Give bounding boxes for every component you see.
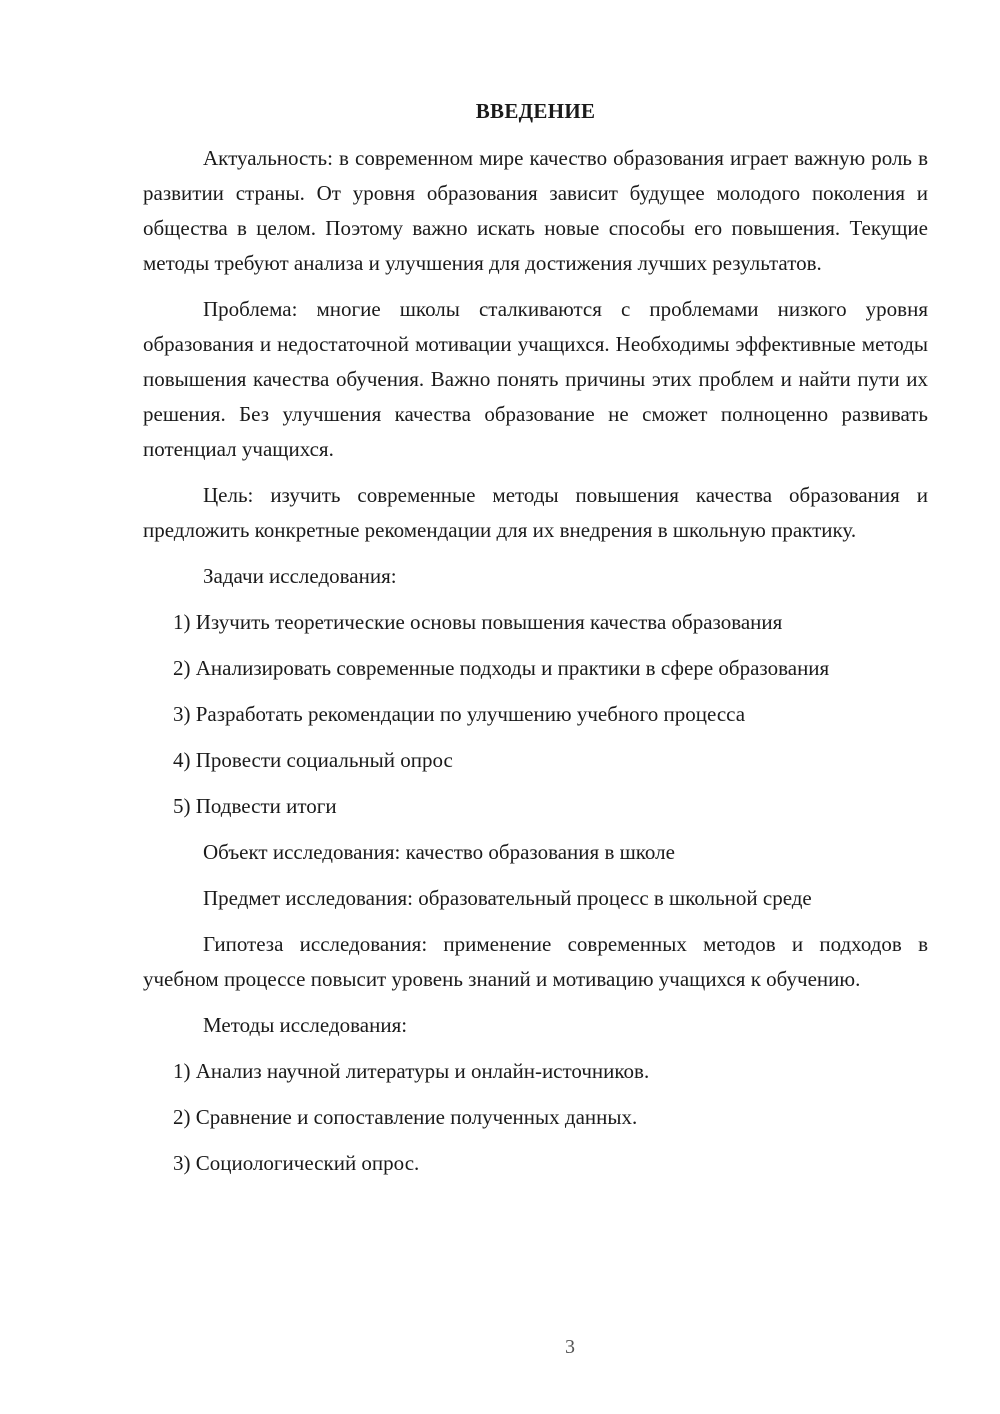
method-item: 1) Анализ научной литературы и онлайн-источников.	[173, 1059, 650, 1083]
task-item: 1) Изучить теоретические основы повышения качества образования	[173, 610, 783, 634]
task-item: 2) Анализировать современные подходы и практики в сфере образования	[173, 656, 830, 680]
paragraph-goal: Цель: изучить современные методы повышения качества образования и предложить конкретные рекомендации для их внедрения в школьную практику.	[143, 483, 928, 542]
task-item: 5) Подвести итоги	[173, 794, 337, 818]
paragraph-hypothesis: Гипотеза исследования: применение современных методов и подходов в учебном процессе повысит уровень знаний и мотивацию учащихся к обучению.	[143, 932, 928, 991]
tasks-heading: Задачи исследования:	[203, 564, 397, 588]
paragraph-relevance: Актуальность: в современном мире качество образования играет важную роль в развитии страны. От уровня образования зависит будущее молодого поколения и общества в целом. Поэтому важно искать новые способы его повышения. Текущие методы требуют анализа и улучшения для достижения лучших результатов.	[143, 146, 928, 275]
document-body	[143, 141, 928, 1192]
paragraph-subject: Предмет исследования: образовательный процесс в школьной среде	[203, 886, 812, 910]
method-item: 3) Социологический опрос.	[173, 1151, 420, 1175]
paragraph-object: Объект исследования: качество образования в школе	[203, 840, 675, 864]
task-item: 4) Провести социальный опрос	[173, 748, 453, 772]
method-item: 2) Сравнение и сопоставление полученных данных.	[173, 1105, 638, 1129]
methods-heading: Методы исследования:	[203, 1013, 408, 1037]
section-title: ВВЕДЕНИЕ	[475, 99, 596, 123]
paragraph-problem: Проблема: многие школы сталкиваются с проблемами низкого уровня образования и недостаточной мотивации учащихся. Необходимы эффективные методы повышения качества обучения. Важно понять причины этих проблем и найти пути их решения. Без улучшения качества образование не сможет полноценно развивать потенциал учащихся.	[143, 297, 928, 461]
page-number: 3	[565, 1336, 575, 1358]
task-item: 3) Разработать рекомендации по улучшению учебного процесса	[173, 702, 746, 726]
